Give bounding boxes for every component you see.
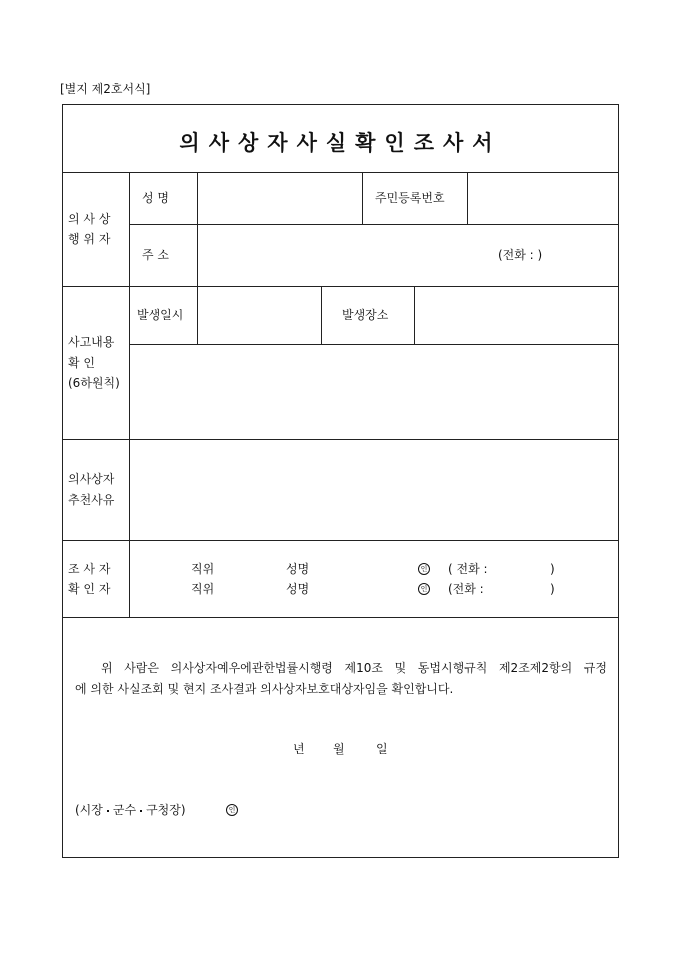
- incident-datetime-label: 발생일시: [137, 308, 184, 322]
- recommend-reason-field[interactable]: [130, 440, 618, 540]
- name-field[interactable]: [197, 173, 362, 224]
- investigator-phone-close: ): [550, 582, 555, 596]
- dot-separator: [140, 810, 142, 812]
- phone-label: (전화 : ): [498, 248, 543, 262]
- statement-line-2: 에 의한 사실조회 및 현지 조사결과 의사상자보호대상자임을 확인합니다.: [75, 682, 454, 696]
- date-year: 년: [293, 742, 305, 756]
- incident-description-field[interactable]: [130, 345, 618, 439]
- signature-line: [75, 803, 186, 817]
- actor-section-label: 의 사 상: [68, 212, 111, 226]
- statement-line-1: 위 사람은 의사상자예우에관한법률시행령 제10조 및 동법시행규칙 제2조제2항의 규정: [101, 661, 607, 675]
- investigator-phone: (전화 :: [448, 582, 484, 596]
- divider: [362, 172, 363, 224]
- incident-place-label: 발생장소: [342, 308, 389, 322]
- date-day: 일: [376, 742, 388, 756]
- investigator-section-label: 확 인 자: [68, 582, 111, 596]
- incident-section-label: 사고내용: [68, 335, 115, 349]
- actor-section-label: 행 위 자: [68, 232, 111, 246]
- investigator-position: 직위: [191, 582, 215, 596]
- date-month: 월: [333, 742, 345, 756]
- incident-section-label: 확 인: [68, 356, 95, 370]
- recommend-section-label: 의사상자: [68, 472, 115, 486]
- resident-id-field[interactable]: [468, 173, 618, 224]
- address-field[interactable]: [197, 225, 618, 286]
- form-title: 의사상자사실확인조사서: [179, 130, 502, 155]
- recommend-section-label: 추천사유: [68, 493, 115, 507]
- divider: [63, 540, 618, 541]
- name-label: 성 명: [142, 191, 169, 205]
- signature-district-head: 구청장): [146, 803, 186, 817]
- investigator-phone: ( 전화 :: [448, 562, 488, 576]
- seal-icon: 인: [418, 563, 430, 575]
- investigator-section-label: 조 사 자: [68, 562, 111, 576]
- seal-icon: 인: [418, 583, 430, 595]
- investigator-position: 직위: [191, 562, 215, 576]
- incident-datetime-field[interactable]: [197, 287, 321, 344]
- incident-section-label: (6하원칙): [68, 376, 120, 390]
- incident-place-field[interactable]: [415, 287, 618, 344]
- seal-icon: 인: [226, 804, 238, 816]
- dot-separator: [107, 810, 109, 812]
- investigator-name: 성명: [286, 562, 310, 576]
- divider: [63, 617, 618, 618]
- investigator-name: 성명: [286, 582, 310, 596]
- resident-id-label: 주민등록번호: [375, 191, 445, 205]
- investigator-phone-close: ): [550, 562, 555, 576]
- form-frame: [62, 104, 619, 858]
- divider: [321, 286, 322, 344]
- address-label: 주 소: [142, 248, 169, 262]
- form-number-label: [별지 제2호서식]: [60, 82, 151, 96]
- signature-county-head: 군수: [112, 803, 137, 817]
- signature-mayor: (시장: [75, 803, 103, 817]
